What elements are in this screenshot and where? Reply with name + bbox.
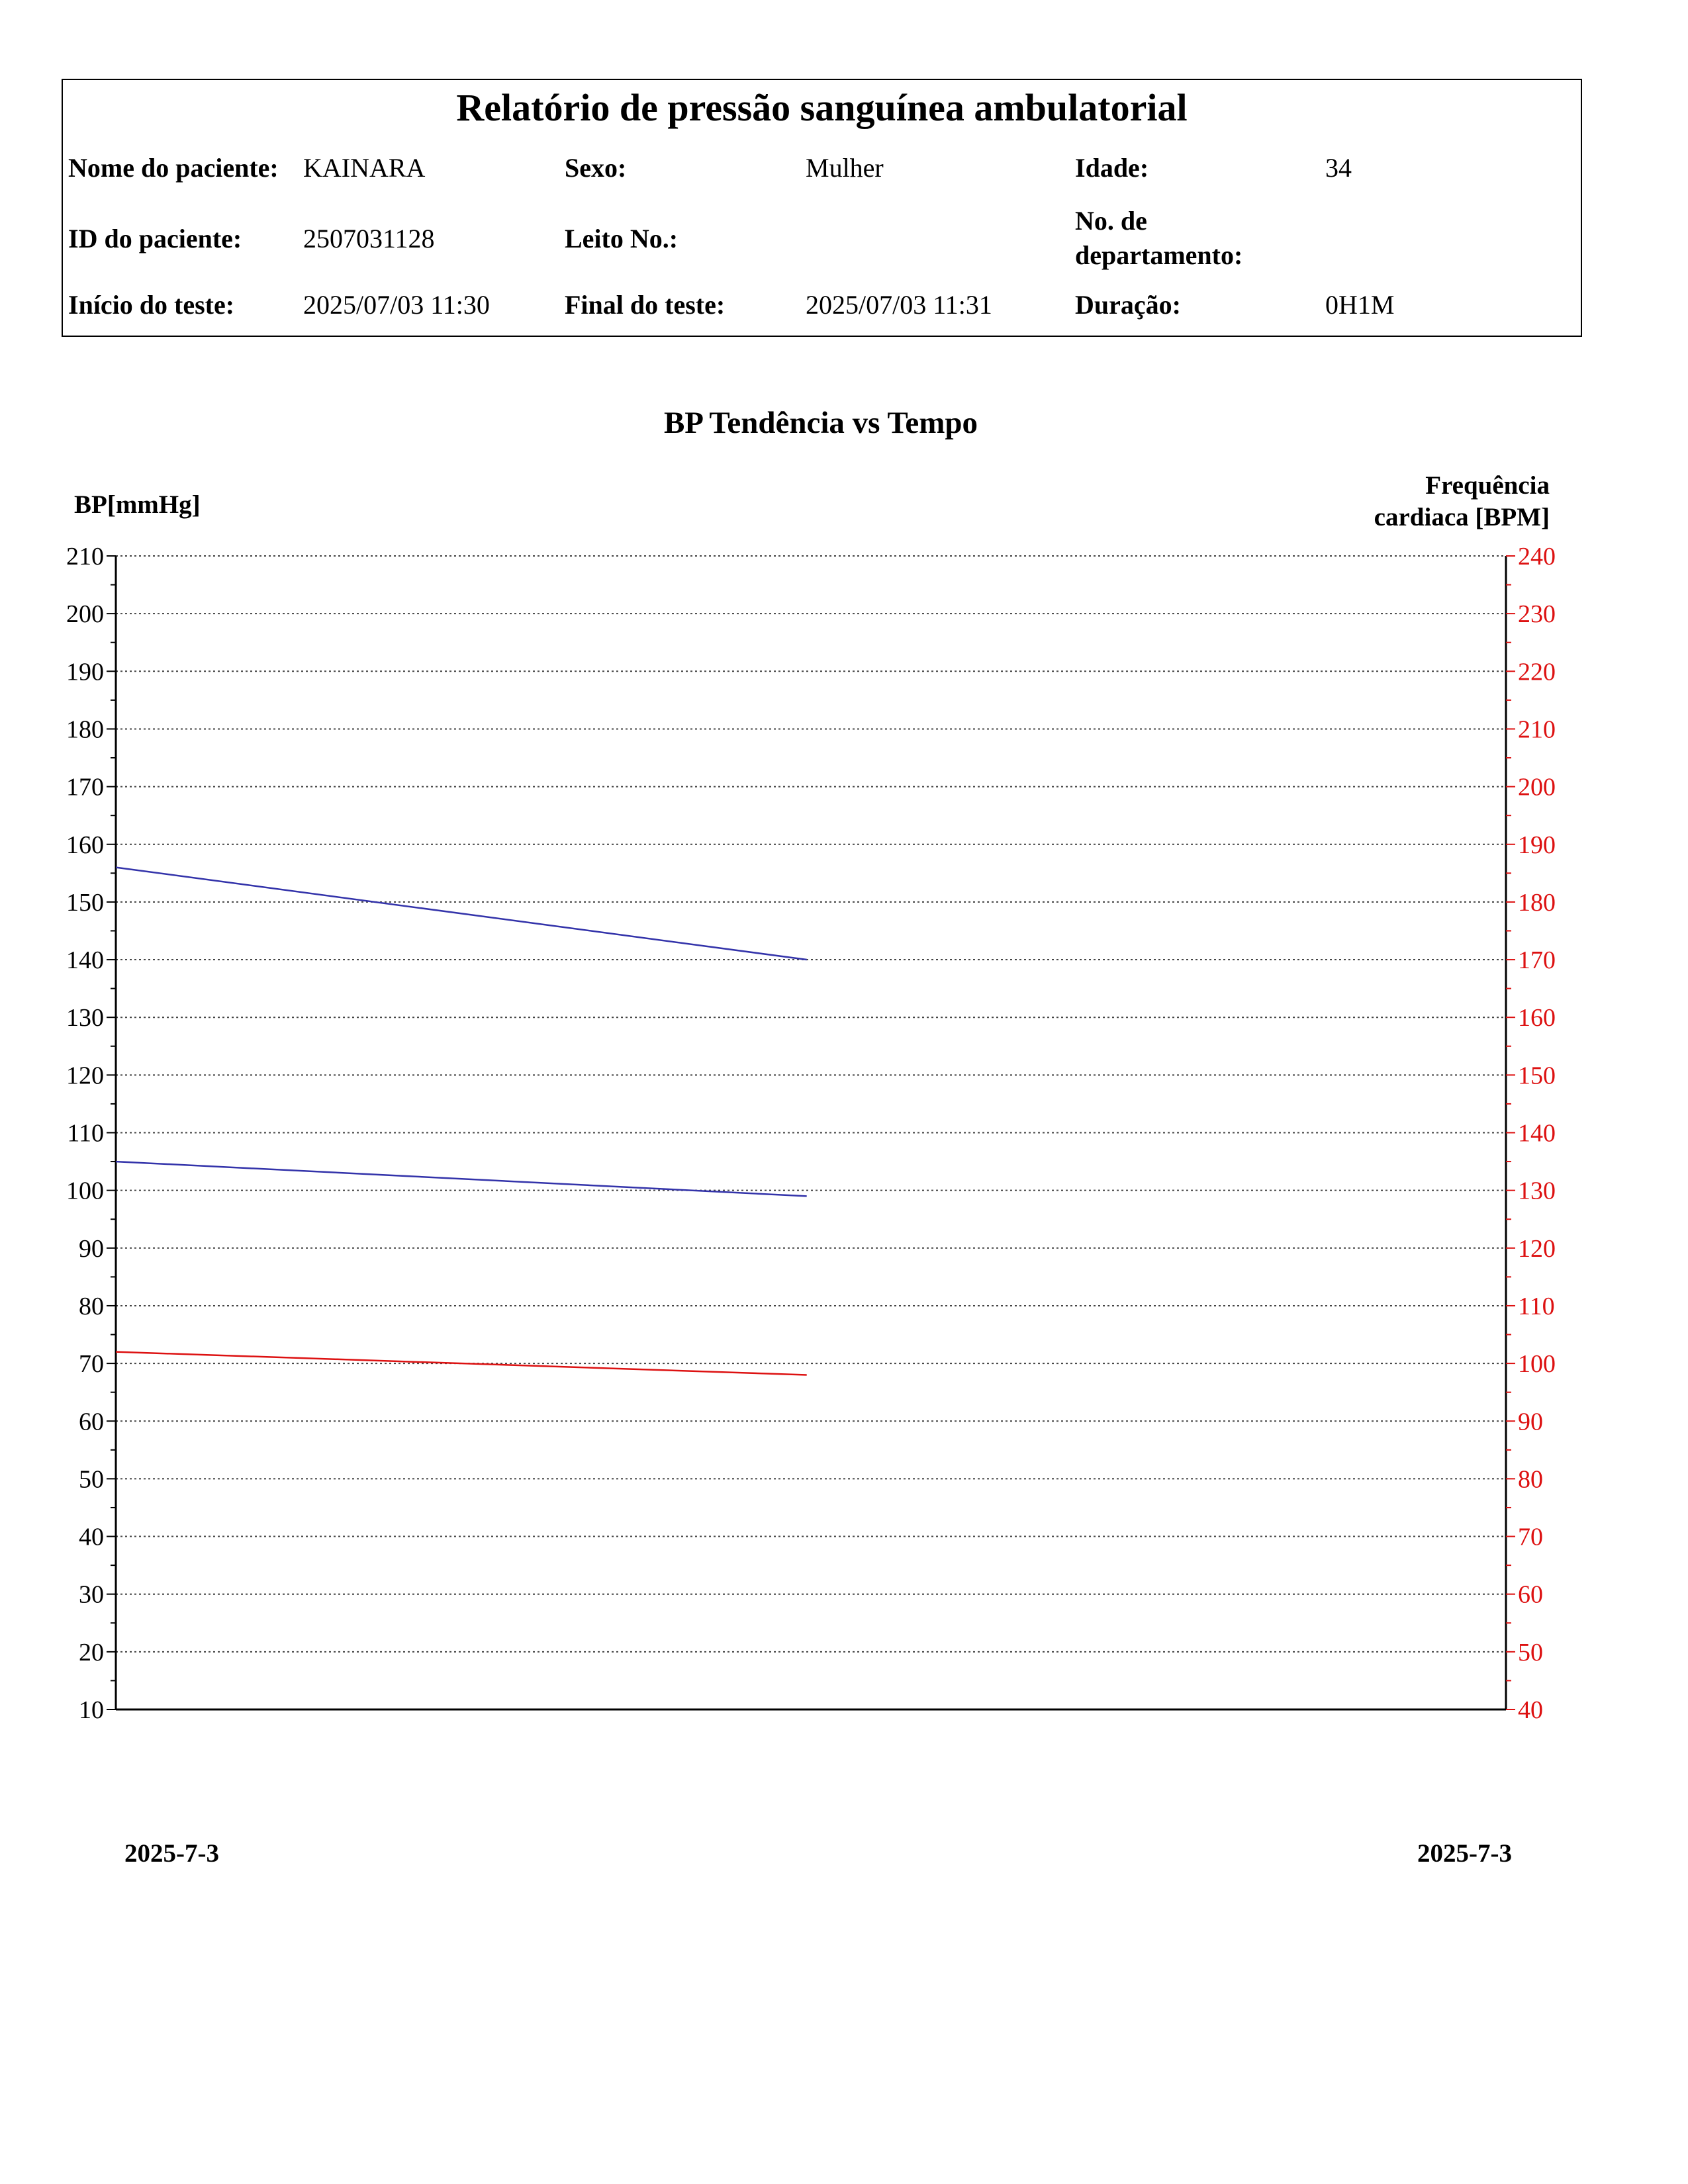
chart-title: BP Tendência vs Tempo [663,406,978,440]
left-tick-label: 170 [66,773,104,801]
x-axis-start-date: 2025-7-3 [124,1839,219,1868]
left-axis-label: BP[mmHg] [74,490,201,519]
bed-label: Leito No.: [565,224,679,253]
left-tick-label: 130 [66,1004,104,1032]
left-tick-label: 110 [67,1119,104,1148]
left-tick-label: 10 [79,1696,104,1724]
left-tick-label: 210 [66,543,104,570]
patient-id-label: ID do paciente: [68,224,242,253]
department-label-line2: departamento: [1075,240,1243,270]
right-tick-label: 210 [1518,715,1556,744]
series-line-0 [116,868,807,960]
right-tick-label: 80 [1518,1465,1543,1494]
left-tick-label: 70 [79,1350,104,1379]
patient-name-label: Nome do paciente: [68,153,279,183]
left-tick-label: 80 [79,1292,104,1320]
right-tick-label: 150 [1518,1062,1556,1090]
left-tick-label: 160 [66,831,104,859]
left-tick-label: 40 [79,1523,104,1551]
duration-value: 0H1M [1325,290,1395,320]
right-axis-label-line2: cardiaca [BPM] [1374,503,1550,531]
series-layer [116,868,807,1375]
right-tick-label: 90 [1518,1408,1543,1436]
right-tick-label: 50 [1518,1638,1543,1666]
age-label: Idade: [1075,153,1149,183]
left-tick-label: 150 [66,888,104,917]
test-start-value: 2025/07/03 11:30 [303,290,490,320]
grid-layer [116,556,1506,1709]
right-tick-label: 110 [1518,1292,1555,1320]
patient-name-value: KAINARA [303,153,426,183]
right-tick-label: 170 [1518,946,1556,975]
right-tick-label: 140 [1518,1119,1556,1148]
right-tick-label: 180 [1518,888,1556,917]
right-tick-label: 100 [1518,1350,1556,1379]
right-tick-label: 160 [1518,1004,1556,1032]
test-end-label: Final do teste: [565,290,726,320]
left-tick-label: 50 [79,1465,104,1494]
report-title: Relatório de pressão sanguínea ambulatorial [456,86,1188,129]
right-tick-label: 70 [1518,1523,1543,1551]
right-tick-label: 240 [1518,543,1556,570]
right-tick-label: 190 [1518,831,1556,859]
right-tick-label: 130 [1518,1177,1556,1205]
right-tick-label: 120 [1518,1234,1556,1263]
sex-value: Mulher [806,153,884,183]
left-tick-label: 180 [66,715,104,744]
test-end-value: 2025/07/03 11:31 [806,290,992,320]
left-tick-label: 120 [66,1062,104,1090]
right-tick-label: 200 [1518,773,1556,801]
department-label-line1: No. de [1075,206,1147,236]
x-axis-end-date: 2025-7-3 [1417,1839,1512,1868]
right-tick-label: 230 [1518,600,1556,629]
left-tick-label: 20 [79,1638,104,1666]
duration-label: Duração: [1075,290,1181,320]
left-tick-label: 90 [79,1234,104,1263]
left-tick-label: 140 [66,946,104,975]
left-tick-label: 200 [66,600,104,629]
left-tick-label: 30 [79,1580,104,1609]
test-start-label: Início do teste: [68,290,235,320]
right-axis-label-line1: Frequência [1425,471,1550,500]
right-tick-label: 60 [1518,1580,1543,1609]
age-value: 34 [1325,153,1352,183]
patient-id-value: 2507031128 [303,224,435,253]
left-tick-label: 100 [66,1177,104,1205]
right-tick-label: 220 [1518,658,1556,686]
right-tick-label: 40 [1518,1696,1543,1724]
left-tick-label: 60 [79,1408,104,1436]
sex-label: Sexo: [565,153,627,183]
left-tick-label: 190 [66,658,104,686]
